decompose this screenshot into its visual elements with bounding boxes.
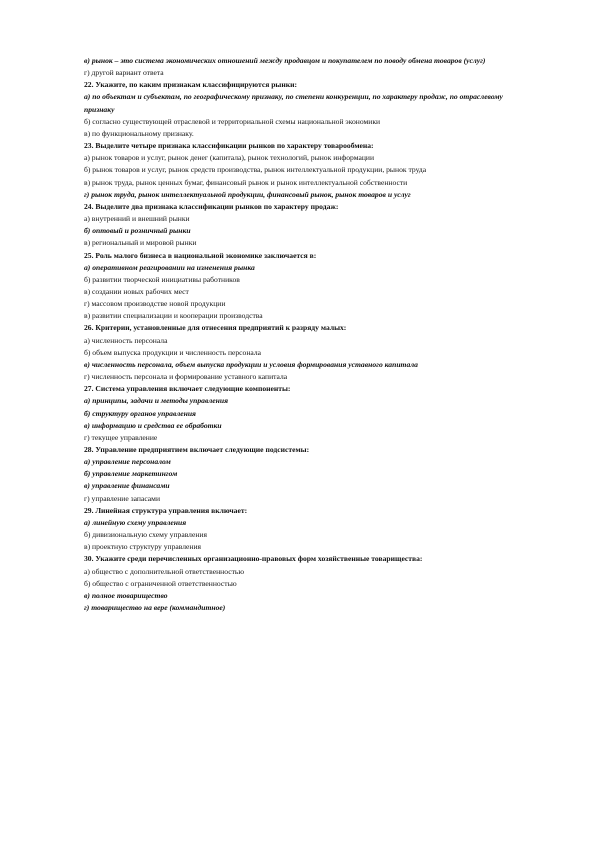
answer-option-highlighted: а) линейную схему управления: [84, 517, 187, 527]
answer-option: в) рынок труда, рынок ценных бумаг, финансовый рынок и рынок интеллектуальной собственности: [84, 177, 408, 187]
answer-option-highlighted: в) полное товарищество: [84, 590, 168, 600]
answer-option-highlighted: в) численность персонала, объем выпуска продукции и условия формирования уставного капитала: [84, 359, 418, 369]
answer-option: г) текущее управление: [84, 432, 158, 442]
answer-option-highlighted: а) управление персоналом: [84, 457, 171, 467]
question-heading: 29. Линейная структура управления включает:: [84, 505, 248, 515]
answer-option-highlighted: в) рынок – это система экономических отношений между продавцом и покупателем по поводу обмена товаров (услуг): [84, 56, 486, 65]
question-heading: 26. Критерии, установленные для отнесения предприятий к разряду малых:: [84, 323, 347, 333]
answer-option-highlighted: б) структуру органов управления: [84, 408, 196, 418]
answer-option: б) объем выпуска продукции и численность персонала: [84, 347, 262, 357]
answer-option-highlighted: а) по объектам и субъектам, по географическому признаку, по степени конкуренции, по характеру продаж, по отраслевому признаку: [84, 92, 503, 114]
answer-option-highlighted: в) управление финансами: [84, 481, 170, 491]
question-heading: 24. Выделите два признака классификации рынков по характеру продаж:: [84, 201, 339, 211]
answer-option: в) по функциональному признаку.: [84, 128, 194, 138]
answer-option: б) дивизиональную схему управления: [84, 530, 207, 540]
answer-option: г) другой вариант ответа: [84, 68, 164, 78]
answer-option: а) общество с дополнительной ответственностью: [84, 566, 245, 576]
question-heading: 25. Роль малого бизнеса в национальной экономике заключается в:: [84, 250, 317, 260]
answer-option-highlighted: а) принципы, задачи и методы управления: [84, 396, 228, 406]
answer-option: а) внутренний и внешний рынки: [84, 214, 190, 224]
answer-option: г) управление запасами: [84, 493, 161, 503]
answer-option: а) рынок товаров и услуг, рынок денег (капитала), рынок технологий, рынок информации: [84, 153, 375, 163]
answer-option-highlighted: б) оптовый и розничный рынки: [84, 226, 191, 236]
answer-option-highlighted: г) рынок труда, рынок интеллектуальной продукции, финансовый рынок, рынок товаров и услуг: [84, 189, 411, 199]
answer-option: б) развитии творческой инициативы работников: [84, 274, 240, 284]
question-heading: 28. Управление предприятием включает следующие подсистемы:: [84, 445, 310, 454]
answer-option-highlighted: г) товарищество на вере (коммандитное): [84, 603, 226, 613]
question-heading: 27. Система управления включает следующие компоненты:: [84, 384, 291, 394]
answer-option: в) создании новых рабочих мест: [84, 286, 189, 296]
question-heading: 23. Выделите четыре признака классификации рынков по характеру товарообмена:: [84, 141, 374, 151]
answer-option-highlighted: б) управление маркетингом: [84, 469, 178, 479]
answer-option: в) проектную структуру управления: [84, 542, 202, 552]
answer-option: в) региональный и мировой рынки: [84, 238, 197, 248]
answer-option: б) рынок товаров и услуг, рынок средств производства, рынок интеллектуальной продукции, рынок труда: [84, 165, 427, 175]
question-heading: 22. Укажите, по каким признакам классифицируются рынки:: [84, 80, 298, 90]
answer-option: в) развитии специализации и кооперации производства: [84, 311, 263, 321]
answer-option: б) общество с ограниченной ответственностью: [84, 578, 237, 588]
document-page: [84, 55, 524, 614]
answer-option: г) численность персонала и формирование уставного капитала: [84, 372, 288, 382]
answer-option: а) численность персонала: [84, 335, 168, 345]
answer-option: г) массовом производстве новой продукции: [84, 299, 226, 309]
question-heading: 30. Укажите среди перечисленных организационно-правовых форм хозяйственные товарищества:: [84, 554, 423, 564]
answer-option: б) согласно существующей отраслевой и территориальной схемы национальной экономики: [84, 116, 381, 126]
answer-option-highlighted: а) оперативном реагировании на изменения рынка: [84, 262, 255, 272]
answer-option-highlighted: в) информацию и средства ее обработки: [84, 420, 222, 430]
